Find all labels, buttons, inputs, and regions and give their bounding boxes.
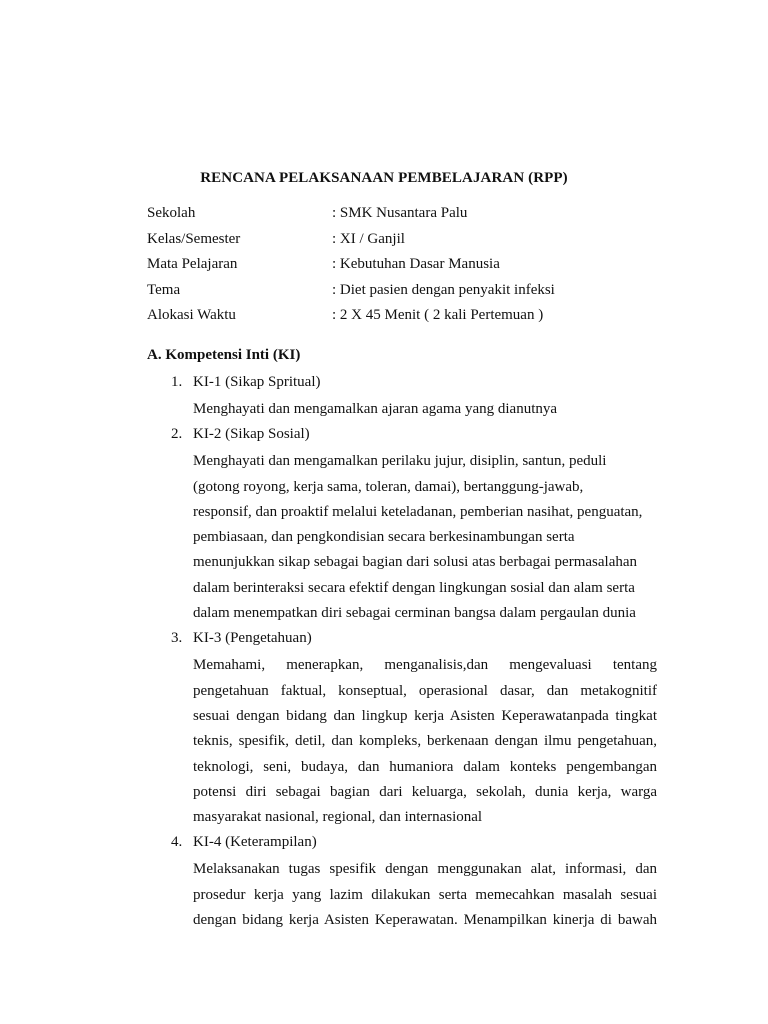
ki-line: masyarakat nasional, regional, dan internasional [193,809,483,826]
info-label: Mata Pelajaran [147,256,238,272]
info-value: : XI / Ganjil [332,230,405,247]
ki-line: dengan bidang kerja Asisten Keperawatan. Menampilkan kinerja di bawah [193,912,657,929]
ki-head [147,832,657,857]
info-value: : SMK Nusantara Palu [332,205,468,221]
ki-number: 4. [171,834,183,851]
ki-line: teknis, spesifik, detil, dan kompleks, berkenaan dengan ilmu pengetahuan, [193,733,657,750]
ki-line: teknologi, seni, budaya, dan humaniora dalam konteks pengembangan [193,758,657,775]
ki-description [193,653,657,830]
info-value: : Kebutuhan Dasar Manusia [332,256,500,272]
ki-number: 3. [171,630,183,647]
ki-title: KI-4 (Keterampilan) [193,834,317,851]
ki-line: Menghayati dan mengamalkan ajaran agama yang dianutnya [193,401,558,417]
ki-line: Melaksanakan tugas spesifik dengan menggunakan alat, informasi, dan [193,861,657,878]
ki-description [193,397,657,422]
ki-line: menunjukkan sikap sebagai bagian dari solusi atas berbagai permasalahan [193,554,638,571]
ki-line: Memahami, menerapkan, menganalisis,dan mengevaluasi tentang [193,657,657,674]
info-row-mata-pelajaran [147,255,667,281]
info-table [147,204,667,332]
info-value: : Diet pasien dengan penyakit infeksi [332,281,555,298]
ki-line: responsif, dan proaktif melalui keteladanan, pemberian nasihat, penguatan, [193,503,643,520]
ki-head [147,424,657,449]
ki-line: pembiasaan, dan pengkondisian secara berkesinambungan serta [193,529,575,546]
ki-item-4 [147,832,657,933]
ki-line: Menghayati dan mengamalkan perilaku jujur, disiplin, santun, peduli [193,453,607,470]
info-row-kelas-semester [147,230,667,256]
info-label: Tema [147,281,181,298]
ki-number-wrap [147,628,193,653]
document-title: RENCANA PELAKSANAAN PEMBELAJARAN (RPP) [200,170,568,186]
ki-number-wrap [147,372,193,397]
ki-line: dalam menempatkan diri sebagai cerminan bangsa dalam pergaulan dunia [193,605,636,622]
ki-description [193,857,657,933]
ki-line: dalam berinteraksi secara efektif dengan lingkungan sosial dan alam serta [193,579,635,596]
ki-title: KI-3 (Pengetahuan) [193,630,312,647]
ki-number: 1. [171,374,183,390]
ki-title: KI-2 (Sikap Sosial) [193,426,310,443]
ki-head [147,628,657,653]
ki-list [147,372,657,935]
ki-line: prosedur kerja yang lazim dilakukan serta memecahkan masalah sesuai [193,886,657,903]
ki-item-2 [147,424,657,626]
ki-line: (gotong royong, kerja sama, toleran, damai), bertanggung-jawab, [193,478,584,495]
ki-title: KI-1 (Sikap Spritual) [193,374,321,390]
ki-item-3 [147,628,657,830]
ki-line: sesuai dengan bidang dan lingkup kerja Asisten Keperawatanpada tingkat [193,707,657,724]
info-label: Alokasi Waktu [147,307,236,323]
section-heading-kompetensi-inti: A. Kompetensi Inti (KI) [147,347,301,363]
ki-head [147,372,657,397]
info-row-alokasi-waktu [147,306,667,332]
ki-line: pengetahuan faktual, konseptual, operasional dasar, dan metakognitif [193,682,657,699]
ki-item-1 [147,372,657,422]
ki-description [193,449,657,626]
info-row-sekolah [147,204,667,230]
ki-number-wrap [147,832,193,857]
info-label: Kelas/Semester [147,230,241,247]
info-value: : 2 X 45 Menit ( 2 kali Pertemuan ) [332,307,544,323]
ki-number-wrap [147,424,193,449]
ki-line: potensi diri sebagai bagian dari keluarga, sekolah, dunia kerja, warga [193,783,657,800]
ki-number: 2. [171,426,183,443]
info-row-tema [147,281,667,307]
info-label: Sekolah [147,205,196,221]
